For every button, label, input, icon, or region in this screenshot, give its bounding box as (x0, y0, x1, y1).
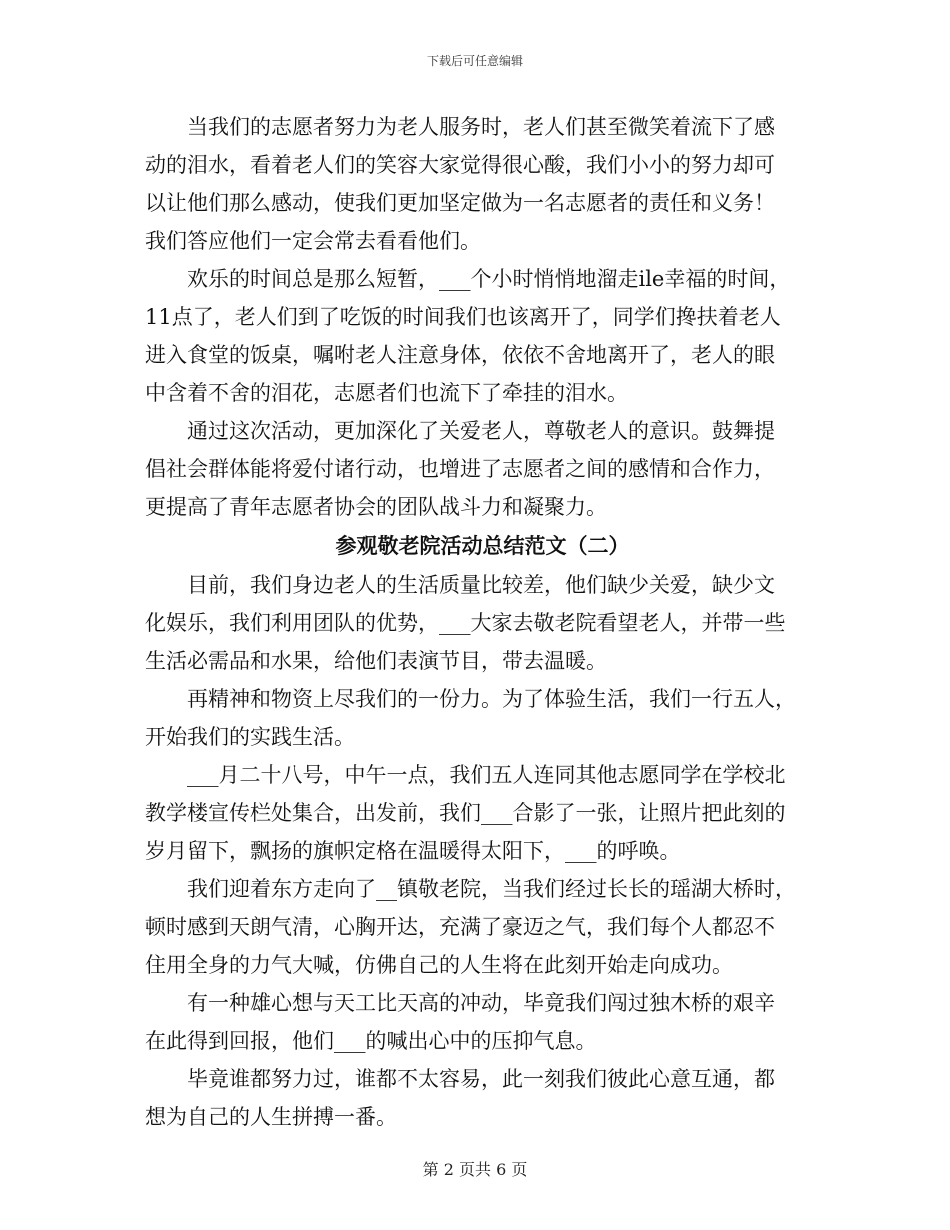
text-line: 再精神和物资上尽我们的一份力。为了体验生活，我们一行五人， (187, 687, 796, 711)
text-line: 想为自己的人生拼搏一番。 (145, 1105, 397, 1129)
text-line: 教学楼宣传栏处集合，出发前，我们___合影了一张，让照片把此刻的 (145, 801, 786, 825)
text-line: 欢乐的时间总是那么短暂，___个小时悄悄地溜走ile幸福的时间， (187, 267, 791, 291)
text-line: ___月二十八号，中午一点，我们五人连同其他志愿同学在学校北 (187, 763, 786, 787)
text-line: 住用全身的力气大喊，仿佛自己的人生将在此刻开始走向成功。 (145, 953, 733, 977)
text-line: 毕竟谁都努力过，谁都不太容易，此一刻我们彼此心意互通，都 (187, 1067, 775, 1091)
text-line: 我们迎着东方走向了__镇敬老院，当我们经过长长的瑶湖大桥时， (187, 877, 796, 901)
paragraph (145, 870, 820, 984)
document-body (145, 108, 820, 1136)
text-line: 当我们的志愿者努力为老人服务时，老人们甚至微笑着流下了感 (187, 115, 775, 139)
paragraph (145, 984, 820, 1060)
text-line: 在此得到回报，他们___的喊出心中的压抑气息。 (145, 1029, 597, 1053)
paragraph (145, 260, 820, 412)
paragraph (145, 566, 820, 680)
text-line: 进入食堂的饭桌，嘱咐老人注意身体，依依不舍地离开了，老人的眼 (145, 343, 775, 367)
text-line: 更提高了青年志愿者协会的团队战斗力和凝聚力。 (145, 495, 607, 519)
page-number: 第 2 页共 6 页 (422, 1160, 528, 1179)
text-line: 倡社会群体能将爱付诸行动，也增进了志愿者之间的感情和合作力， (145, 457, 775, 481)
text-line: 以让他们那么感动，使我们更加坚定做为一名志愿者的责任和义务！ (145, 191, 775, 215)
paragraph (145, 412, 820, 526)
text-line: 目前，我们身边老人的生活质量比较差，他们缺少关爱，缺少文 (187, 573, 775, 597)
paragraph (145, 108, 820, 260)
text-line: 开始我们的实践生活。 (145, 725, 355, 749)
text-line: 顿时感到天朗气清，心胸开达，充满了豪迈之气，我们每个人都忍不 (145, 915, 775, 939)
text-line: 岁月留下，飘扬的旗帜定格在温暖得太阳下，___的呼唤。 (145, 839, 681, 863)
text-line: 中含着不舍的泪花，志愿者们也流下了牵挂的泪水。 (145, 381, 628, 405)
text-line: 有一种雄心想与天工比天高的冲动，毕竟我们闯过独木桥的艰辛 (187, 991, 775, 1015)
text-line: 我们答应他们一定会常去看看他们。 (145, 229, 481, 253)
text-line: 通过这次活动，更加深化了关爱老人，尊敬老人的意识。鼓舞提 (187, 419, 775, 443)
paragraph (145, 680, 820, 756)
paragraph (145, 1060, 820, 1136)
text-line: 动的泪水，看着老人们的笑容大家觉得很心酸，我们小小的努力却可 (145, 153, 775, 177)
text-line: 生活必需品和水果，给他们表演节目，带去温暖。 (145, 649, 607, 673)
text-line: 11点了，老人们到了吃饭的时间我们也该离开了，同学们搀扶着老人 (145, 305, 781, 329)
page-header: 下载后可任意编辑 (426, 54, 523, 68)
paragraph (145, 756, 820, 870)
text-line: 化娱乐，我们利用团队的优势，___大家去敬老院看望老人，并带一些 (145, 611, 786, 635)
section-title: 参观敬老院活动总结范文（二） (335, 533, 630, 558)
